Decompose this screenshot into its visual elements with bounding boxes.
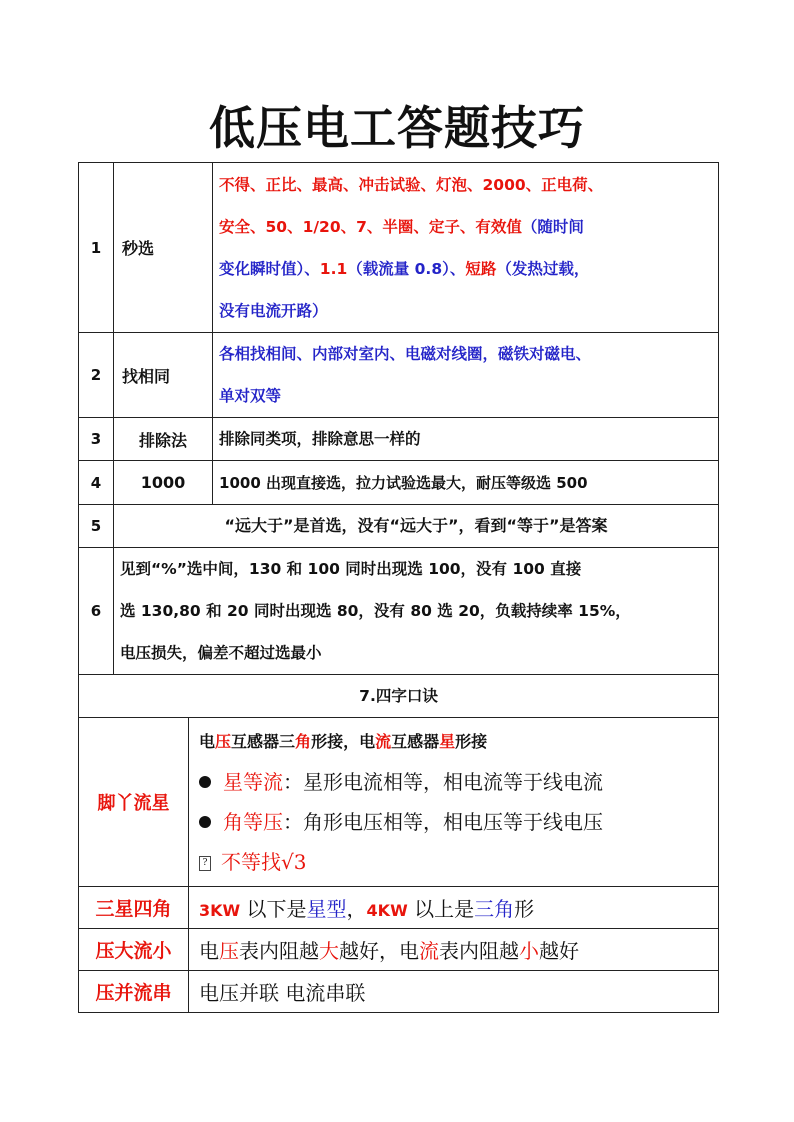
- section-header-row: [79, 675, 719, 718]
- text-segment: 越好: [539, 939, 579, 963]
- bullet-text: ：角形电压相等，相电压等于线电压: [283, 810, 603, 834]
- mnemonic-label: 脚丫流星: [79, 718, 189, 887]
- text-segment: 各相找相间、内部对室内、电磁对线圈，磁铁对磁电、: [219, 345, 592, 363]
- row-number: 1: [79, 163, 114, 333]
- text-segment: 3KW: [199, 901, 241, 920]
- rich-lines: [219, 333, 712, 417]
- text-segment: （随时间: [521, 217, 584, 236]
- text-segment: 小: [519, 939, 539, 963]
- text-segment: 电: [199, 732, 216, 751]
- row-number: 4: [79, 461, 114, 505]
- text-segment: 以上是: [407, 897, 475, 921]
- row-label: 秒选: [114, 163, 213, 333]
- rich-lines: [219, 164, 712, 332]
- table-row: [79, 971, 719, 1013]
- text-line: [219, 333, 712, 375]
- text-segment: 1.1: [319, 259, 348, 278]
- rich-line: [189, 929, 719, 971]
- text-segment: 角: [295, 732, 312, 751]
- text-segment: 没有电流开路）: [219, 301, 328, 320]
- text-segment: 形接: [455, 732, 488, 751]
- text-line: [219, 206, 712, 248]
- bullet-key: 星等流: [223, 770, 283, 794]
- missing-glyph-icon: ?: [199, 856, 211, 871]
- text-line: [219, 248, 712, 290]
- bullet-text: ：星形电流相等，相电流等于线电流: [283, 770, 603, 794]
- table-row: [79, 887, 719, 929]
- text-segment: 4KW: [366, 901, 408, 920]
- row-content: 排除同类项，排除意思一样的: [213, 418, 719, 461]
- row-label: 1000: [114, 461, 213, 505]
- text-segment: 变化瞬时值）、: [219, 259, 320, 278]
- table-row: [79, 718, 719, 887]
- row-number: 6: [79, 548, 114, 675]
- table-row: [79, 929, 719, 971]
- row-content: [114, 548, 719, 675]
- rich-line: [189, 887, 719, 929]
- row-content: [213, 333, 719, 418]
- row-content: 1000 出现直接选，拉力试验选最大，耐压等级选 500: [213, 461, 719, 505]
- page-title: 低压电工答题技巧: [209, 101, 585, 155]
- text-segment: ，: [346, 897, 367, 921]
- row-label: 找相同: [114, 333, 213, 418]
- mnemonic-label: 压并流串: [79, 971, 189, 1013]
- table-row: [79, 505, 719, 548]
- text-line: [219, 290, 712, 332]
- text-line: 见到“%”选中间，130 和 100 同时出现选 100，没有 100 直接: [120, 560, 582, 578]
- row-content: [213, 163, 719, 333]
- table-row: [79, 163, 719, 333]
- bullet-dot-icon: [199, 776, 211, 788]
- row-number: 3: [79, 418, 114, 461]
- rich-line: [199, 722, 708, 762]
- text-segment: 形: [514, 897, 535, 921]
- text-line: [219, 164, 712, 206]
- row-number: 2: [79, 333, 114, 418]
- bullet-item: [199, 802, 708, 842]
- text-segment: 单对双等: [219, 387, 282, 405]
- text-segment: 表内阻越: [439, 939, 519, 963]
- text-segment: 表内阻越: [239, 939, 319, 963]
- text-segment: 越好，电: [339, 939, 419, 963]
- text-segment: 互感器: [391, 732, 440, 751]
- table-row: [79, 333, 719, 418]
- text-segment: 星: [439, 732, 456, 751]
- table-row: [79, 548, 719, 675]
- table-row: [79, 418, 719, 461]
- text-segment: 互感器三: [231, 732, 296, 751]
- section-header: 7.四字口诀: [79, 675, 719, 718]
- text-segment: 形接，电: [311, 732, 376, 751]
- text-segment: 电压并联 电流串联: [199, 981, 366, 1005]
- mnemonic-label: 三星四角: [79, 887, 189, 929]
- text-line: [219, 375, 712, 417]
- mnemonic-label: 压大流小: [79, 929, 189, 971]
- bullet-text: 不等找√3: [221, 850, 307, 874]
- tips-table: [78, 162, 719, 1013]
- text-segment: 流: [419, 939, 439, 963]
- bullet-item: [199, 762, 708, 802]
- text-segment: 大: [319, 939, 339, 963]
- text-segment: 电: [199, 939, 219, 963]
- text-segment: 安全、50、1/20、7、半圈、定子、有效值: [219, 217, 522, 236]
- row-label: 排除法: [114, 418, 213, 461]
- text-segment: 三角: [474, 897, 515, 921]
- text-segment: 不得、正比、最高、冲击试验、灯泡、2000、正电荷、: [219, 175, 604, 194]
- text-segment: （发热过载，: [496, 259, 590, 278]
- rich-line: [189, 971, 719, 1013]
- bullet-item: [199, 842, 708, 882]
- row-content: “远大于”是首选，没有“远大于”，看到“等于”是答案: [114, 505, 719, 548]
- text-segment: 星型: [306, 897, 347, 921]
- mnemonic-content: [189, 718, 719, 887]
- text-segment: 流: [375, 732, 392, 751]
- text-line: 选 130,80 和 20 同时出现选 80，没有 80 选 20，负载持续率 15%，: [120, 602, 631, 620]
- row-number: 5: [79, 505, 114, 548]
- bullet-dot-icon: [199, 816, 211, 828]
- text-segment: 以下是: [240, 897, 307, 921]
- text-segment: （载流量 0.8）、: [347, 259, 466, 278]
- table-row: [79, 461, 719, 505]
- text-segment: 压: [219, 939, 239, 963]
- bullet-key: 角等压: [223, 810, 283, 834]
- text-segment: 压: [215, 732, 232, 751]
- text-segment: 短路: [465, 259, 497, 278]
- text-line: 电压损失，偏差不超过选最小: [120, 644, 322, 662]
